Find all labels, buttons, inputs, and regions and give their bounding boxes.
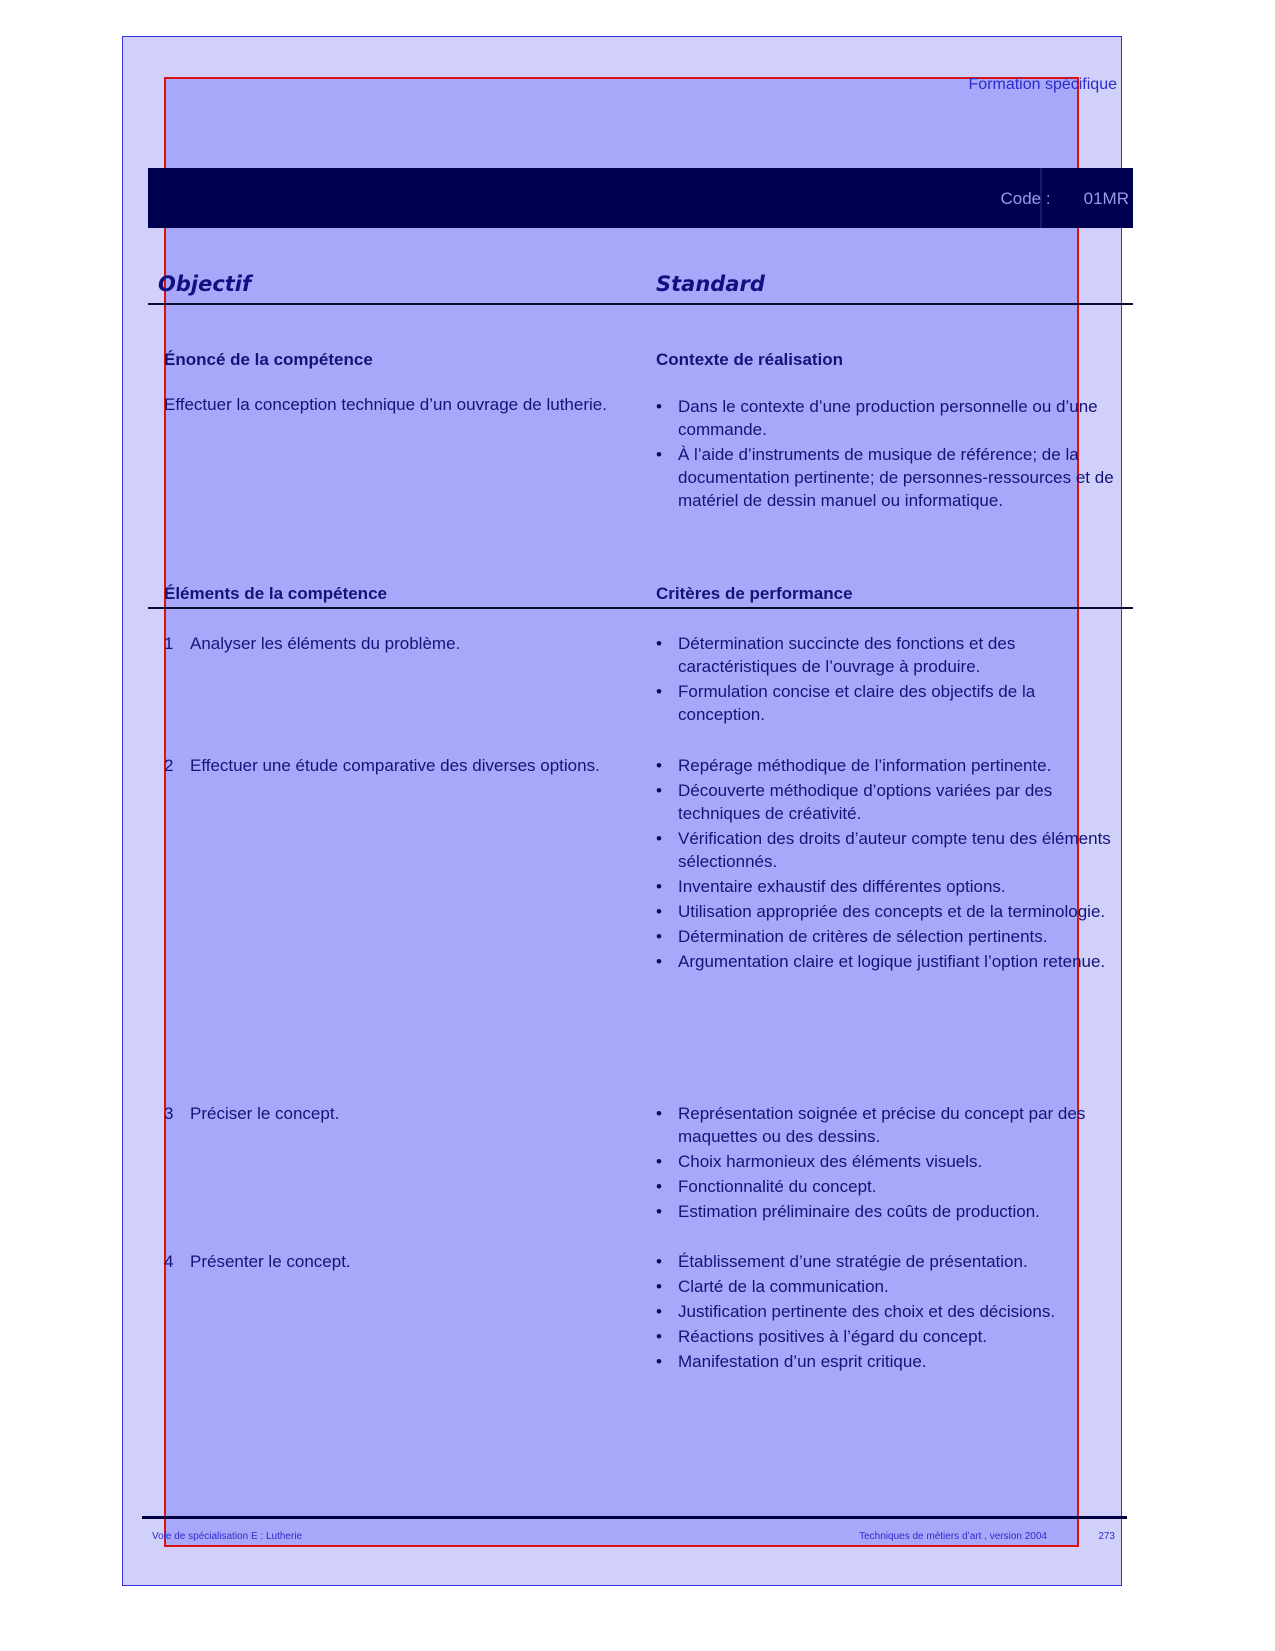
- list-item: • Vérification des droits d’auteur compte tenu des éléments sélectionnés.: [656, 827, 1116, 873]
- list-item: • Clarté de la communication.: [656, 1275, 1116, 1298]
- page-number: 273: [1098, 1531, 1115, 1542]
- list-item: • Estimation préliminaire des coûts de production.: [656, 1200, 1116, 1223]
- list-item: • À l’aide d’instruments de musique de référence; de la documentation pertinente; de personnes-ressources et de matériel de dessin manuel ou informatique.: [656, 443, 1116, 512]
- list-item: • Détermination succincte des fonctions et des caractéristiques de l’ouvrage à produire.: [656, 632, 1116, 678]
- list-item: • Justification pertinente des choix et des décisions.: [656, 1300, 1116, 1323]
- element-text: Présenter le concept.: [190, 1252, 351, 1271]
- element-number: 1: [164, 634, 174, 653]
- running-head: Formation spécifique: [968, 76, 1117, 93]
- footer-rule: [142, 1516, 1127, 1519]
- criteria-list-1: [656, 632, 1116, 728]
- criteres-title: Critères de performance: [656, 584, 853, 603]
- element-number: 2: [164, 756, 174, 775]
- list-item: • Inventaire exhaustif des différentes options.: [656, 875, 1116, 898]
- code-value: 01MR: [1083, 189, 1129, 208]
- list-item: • Manifestation d’un esprit critique.: [656, 1350, 1116, 1373]
- list-item: • Utilisation appropriée des concepts et de la terminologie.: [656, 900, 1116, 923]
- contexte-list: [656, 395, 1116, 514]
- criteria-list-3: [656, 1102, 1116, 1225]
- competency-code: [1000, 189, 1129, 209]
- code-label: Code :: [1000, 189, 1051, 208]
- criteria-list-2: [656, 754, 1116, 975]
- footer-right: Techniques de métiers d’art , version 2004: [859, 1531, 1047, 1542]
- element-number: 3: [164, 1104, 174, 1123]
- element-text: Analyser les éléments du problème.: [190, 634, 461, 653]
- list-item: • Fonctionnalité du concept.: [656, 1175, 1116, 1198]
- list-item: • Formulation concise et claire des objectifs de la conception.: [656, 680, 1116, 726]
- table-rule: [148, 607, 1133, 609]
- enonce-text: Effectuer la conception technique d’un ouvrage de lutherie.: [164, 395, 607, 414]
- criteria-list-4: [656, 1250, 1116, 1375]
- list-item: • Repérage méthodique de l’information pertinente.: [656, 754, 1116, 777]
- list-item: • Découverte méthodique d’options variées par des techniques de créativité.: [656, 779, 1116, 825]
- elements-title: Éléments de la compétence: [164, 584, 387, 603]
- footer-left: Voie de spécialisation E : Lutherie: [152, 1531, 303, 1542]
- section-rule: [148, 303, 1133, 305]
- list-item: • Choix harmonieux des éléments visuels.: [656, 1150, 1116, 1173]
- list-item: • Établissement d’une stratégie de présentation.: [656, 1250, 1116, 1273]
- list-item: • Réactions positives à l’égard du concept.: [656, 1325, 1116, 1348]
- list-item: • Détermination de critères de sélection pertinents.: [656, 925, 1116, 948]
- section-objectif: Objectif: [158, 272, 252, 296]
- element-text: Préciser le concept.: [190, 1104, 340, 1123]
- element-number: 4: [164, 1252, 174, 1271]
- list-item: • Représentation soignée et précise du concept par des maquettes ou des dessins.: [656, 1102, 1116, 1148]
- contexte-title: Contexte de réalisation: [656, 350, 844, 369]
- enonce-title: Énoncé de la compétence: [164, 350, 373, 369]
- section-standard: Standard: [656, 272, 765, 296]
- list-item: • Argumentation claire et logique justifiant l’option retenue.: [656, 950, 1116, 973]
- element-text: Effectuer une étude comparative des diverses options.: [190, 756, 600, 775]
- list-item: • Dans le contexte d’une production personnelle ou d’une commande.: [656, 395, 1116, 441]
- header-banner: [148, 168, 1133, 228]
